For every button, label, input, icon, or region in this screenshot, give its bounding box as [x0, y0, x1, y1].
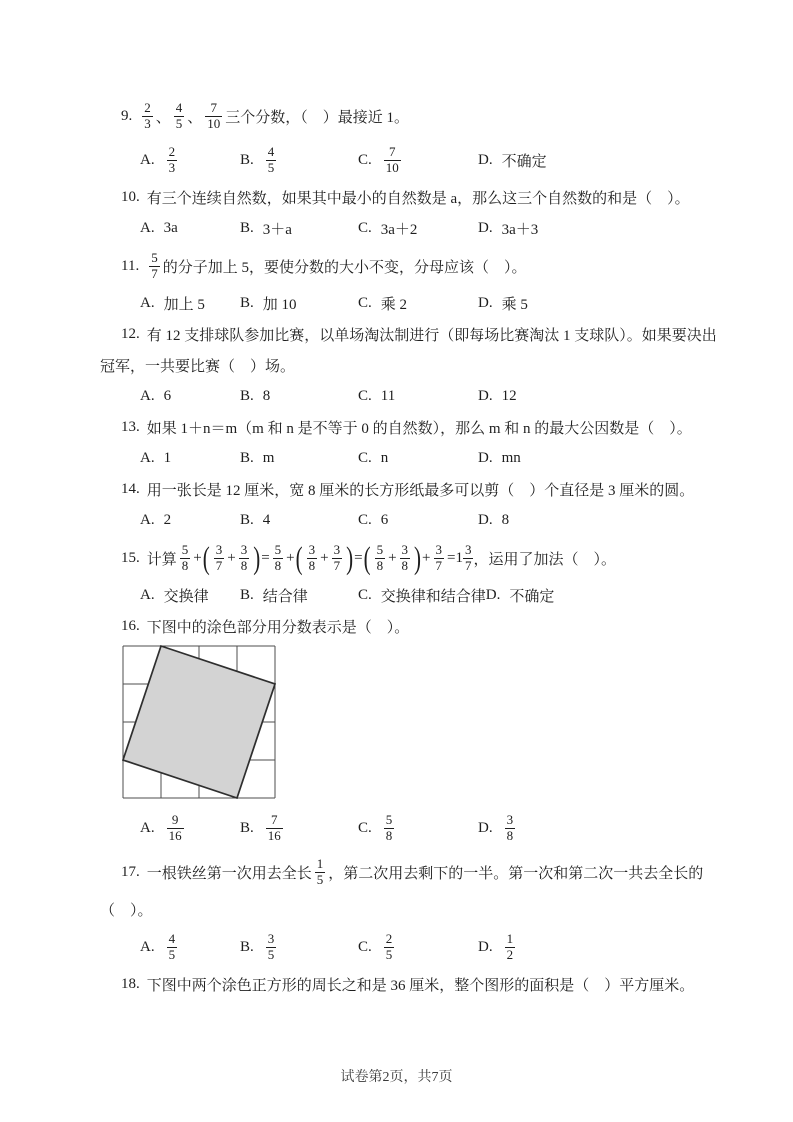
fraction-denominator: 8	[240, 557, 248, 573]
fraction-numerator: 3	[506, 811, 514, 827]
option-B	[240, 381, 358, 412]
text-segment: 用一张长是 12 厘米，宽 8 厘米的长方形纸最多可以剪（ ）个直径是 3 厘米的圆。	[146, 483, 695, 499]
text-segment: 2	[163, 512, 172, 528]
fraction-numerator: 3	[401, 541, 409, 557]
option-A	[140, 925, 240, 969]
fraction	[266, 932, 277, 963]
option-label: B.	[240, 512, 254, 528]
options-row	[140, 443, 700, 474]
fraction-denominator: 10	[385, 159, 399, 175]
fraction-denominator: 7	[151, 265, 158, 281]
fraction-numerator: 7	[210, 99, 218, 115]
fraction	[463, 543, 474, 574]
text-segment: ，运用了加法（ ）。	[473, 551, 616, 568]
option-C	[358, 288, 478, 319]
fraction	[505, 813, 516, 844]
option-D	[486, 580, 700, 611]
option-label: D.	[478, 220, 493, 236]
option-label: D.	[478, 512, 493, 528]
option-D	[478, 443, 700, 474]
question-line-first	[121, 319, 717, 350]
option-B	[240, 288, 358, 319]
fraction-numerator: 2	[385, 930, 393, 946]
fraction-denominator: 8	[376, 557, 384, 573]
option-label: A.	[140, 220, 155, 236]
text-segment: 冠军，一共要比赛（ ）场。	[100, 359, 296, 375]
option-B	[240, 580, 358, 611]
option-C	[358, 381, 478, 412]
option-B	[240, 443, 358, 474]
fraction-denominator: 7	[435, 557, 443, 573]
fraction-numerator: 3	[240, 541, 248, 557]
text-segment: 4	[262, 512, 271, 528]
option-label: A.	[140, 388, 155, 404]
fraction	[174, 101, 185, 132]
text-segment: =	[354, 549, 363, 566]
fraction	[214, 543, 225, 574]
option-label: C.	[358, 938, 372, 955]
options-row	[140, 288, 700, 319]
fraction-denominator: 8	[385, 827, 393, 843]
option-label: D.	[478, 938, 493, 955]
option-A	[140, 213, 240, 244]
fraction-denominator: 8	[401, 557, 409, 573]
options-row	[140, 580, 700, 611]
fraction	[375, 543, 386, 574]
fraction	[307, 543, 318, 574]
option-label: C.	[358, 295, 372, 311]
fraction-denominator: 16	[168, 827, 182, 843]
parenthesis: )	[253, 539, 261, 576]
text-segment: m	[262, 450, 275, 466]
question-line-first	[121, 611, 700, 642]
option-label: D.	[478, 819, 493, 836]
option-label: C.	[358, 450, 372, 466]
text-segment: 8	[501, 512, 510, 528]
text-segment: 3a＋3	[501, 222, 539, 238]
option-label: A.	[140, 587, 155, 603]
fraction-denominator: 5	[175, 115, 183, 131]
parenthesis: )	[414, 539, 422, 576]
fraction-denominator: 3	[144, 115, 151, 131]
fraction	[384, 932, 395, 963]
option-C	[358, 443, 478, 474]
text-segment: ，第二次用去剩下的一半。第一次和第二次一共去全长的	[328, 865, 704, 882]
question-line	[100, 350, 700, 381]
fraction	[167, 145, 178, 176]
text-segment: 如果 1＋n＝m（m 和 n 是不等于 0 的自然数），那么 m 和 n 的最大公因数是（ ）。	[146, 421, 692, 437]
text-segment: 3a	[163, 220, 178, 236]
option-label: D.	[478, 450, 493, 466]
option-C	[358, 580, 486, 611]
question-line-first	[121, 182, 700, 213]
text-segment: 3＋a	[262, 222, 292, 238]
fraction-numerator: 2	[168, 143, 176, 159]
option-label: C.	[358, 151, 372, 168]
option-label: A.	[140, 512, 155, 528]
option-label: B.	[240, 388, 254, 404]
fraction-denominator: 5	[267, 159, 275, 175]
fraction-numerator: 3	[333, 541, 341, 557]
question-line-first	[121, 412, 700, 443]
text-segment: 3a＋2	[380, 222, 418, 238]
question-number: 9.	[121, 107, 133, 124]
fraction-denominator: 7	[464, 557, 472, 573]
option-B	[240, 806, 358, 850]
option-label: C.	[358, 587, 372, 603]
fraction-numerator: 5	[385, 811, 393, 827]
option-label: B.	[240, 295, 254, 311]
question-number: 12.	[121, 326, 140, 342]
text-segment: +	[388, 549, 397, 566]
grid-figure-svg	[122, 645, 276, 799]
fraction-numerator: 7	[271, 811, 278, 827]
question-10	[100, 182, 700, 244]
fraction-denominator: 5	[168, 946, 176, 962]
options-row	[140, 381, 700, 412]
option-D	[478, 381, 700, 412]
option-B	[240, 505, 358, 536]
question-line-first	[121, 969, 700, 1000]
option-label: B.	[240, 450, 254, 466]
options-row	[140, 213, 700, 244]
fraction-denominator: 8	[181, 557, 189, 573]
text-segment: +	[320, 549, 329, 566]
option-label: C.	[358, 388, 372, 404]
option-label: B.	[240, 819, 254, 836]
text-segment: 有 12 支排球队参加比赛，以单场淘汰制进行（即每场比赛淘汰 1 支球队）。如果要决出	[146, 328, 717, 344]
text-segment: 、	[187, 109, 203, 126]
fraction-denominator: 10	[207, 115, 221, 131]
question-line-first	[121, 536, 700, 580]
option-label: B.	[240, 587, 254, 603]
option-A	[140, 138, 240, 182]
fraction	[505, 932, 516, 963]
parenthesis: )	[346, 539, 354, 576]
text-segment: 加 10	[262, 297, 297, 313]
question-number: 18.	[121, 976, 140, 992]
text-segment: 11	[380, 388, 396, 404]
fraction-denominator: 5	[316, 871, 324, 887]
fraction-numerator: 5	[274, 541, 282, 557]
fraction	[384, 813, 395, 844]
fraction	[149, 251, 160, 282]
question-9	[100, 94, 700, 182]
fraction-numerator: 3	[308, 541, 316, 557]
option-label: D.	[478, 295, 493, 311]
fraction-numerator: 4	[175, 99, 183, 115]
text-segment: 的分子加上 5，要使分数的大小不变，分母应该（ ）。	[162, 259, 527, 276]
text-segment: （ ）。	[100, 903, 153, 919]
question-16	[100, 611, 700, 850]
question-number: 10.	[121, 189, 140, 205]
fraction-numerator: 3	[464, 541, 472, 557]
text-segment: =	[261, 549, 270, 566]
option-A	[140, 381, 240, 412]
question-line-first	[121, 94, 700, 138]
fraction-numerator: 5	[151, 249, 158, 265]
option-B	[240, 213, 358, 244]
options-row	[140, 138, 700, 182]
fraction	[434, 543, 445, 574]
text-segment: 、	[155, 109, 171, 126]
fraction-numerator: 3	[267, 930, 275, 946]
fraction-denominator: 7	[333, 557, 341, 573]
fraction-numerator: 3	[435, 541, 443, 557]
option-label: A.	[140, 450, 155, 466]
shaded-square-polygon	[123, 646, 275, 798]
text-segment: 不确定	[501, 153, 547, 170]
parenthesis: (	[363, 539, 371, 576]
options-row	[140, 925, 700, 969]
question-number: 17.	[121, 863, 140, 880]
text-segment: 1	[163, 450, 172, 466]
fraction	[384, 145, 401, 176]
option-label: A.	[140, 151, 155, 168]
text-segment: mn	[501, 450, 521, 466]
question-12	[100, 319, 717, 412]
fraction	[400, 543, 411, 574]
page-footer	[0, 1066, 793, 1086]
question-line-first	[121, 474, 700, 505]
fraction-denominator: 5	[267, 946, 275, 962]
option-label: A.	[140, 819, 155, 836]
mixed-number	[455, 543, 473, 574]
fraction	[332, 543, 343, 574]
option-B	[240, 138, 358, 182]
option-label: B.	[240, 151, 254, 168]
question-number: 16.	[121, 618, 140, 634]
fraction-denominator: 3	[168, 159, 176, 175]
option-label: A.	[140, 938, 155, 955]
option-label: D.	[478, 388, 493, 404]
text-segment: 不确定	[509, 589, 555, 605]
question-number: 14.	[121, 481, 140, 497]
text-segment: n	[380, 450, 389, 466]
question-number: 11.	[121, 257, 140, 274]
question-line-first	[121, 244, 700, 288]
option-D	[478, 505, 700, 536]
fraction-numerator: 1	[506, 930, 514, 946]
parenthesis: (	[295, 539, 303, 576]
fraction	[167, 813, 184, 844]
option-label: C.	[358, 819, 372, 836]
option-label: B.	[240, 220, 254, 236]
questions-container	[100, 94, 717, 1000]
text-segment: 8	[262, 388, 271, 404]
text-segment: 三个分数，（ ）最接近 1。	[225, 109, 410, 126]
text-segment: 交换律	[163, 589, 209, 605]
fraction	[266, 145, 277, 176]
option-A	[140, 443, 240, 474]
fraction-numerator: 7	[389, 143, 396, 159]
fraction	[273, 543, 284, 574]
option-C	[358, 925, 478, 969]
fraction-numerator: 3	[215, 541, 223, 557]
fraction	[205, 101, 222, 132]
text-segment: 12	[501, 388, 517, 404]
fraction-numerator: 1	[316, 855, 324, 871]
option-D	[478, 138, 700, 182]
option-label: C.	[358, 512, 372, 528]
option-D	[478, 925, 700, 969]
text-segment: +	[422, 549, 431, 566]
fraction	[167, 932, 178, 963]
option-C	[358, 806, 478, 850]
fraction-denominator: 8	[308, 557, 316, 573]
text-segment: 乘 5	[501, 297, 528, 313]
fraction	[142, 101, 153, 132]
fraction-numerator: 5	[181, 541, 189, 557]
fraction	[239, 543, 250, 574]
option-label: A.	[140, 295, 155, 311]
text-segment: +	[286, 549, 295, 566]
question-15	[100, 536, 700, 611]
text-segment: 有三个连续自然数，如果其中最小的自然数是 a，那么这三个自然数的和是（ ）。	[146, 191, 690, 207]
shaded-grid-figure	[122, 645, 700, 803]
parenthesis: (	[202, 539, 210, 576]
question-number: 13.	[121, 419, 140, 435]
option-B	[240, 925, 358, 969]
text-segment: 一根铁丝第一次用去全长	[146, 865, 312, 882]
option-C	[358, 505, 478, 536]
option-label: C.	[358, 220, 372, 236]
text-segment: 下图中两个涂色正方形的周长之和是 36 厘米，整个图形的面积是（ ）平方厘米。	[146, 978, 695, 994]
fraction-denominator: 2	[506, 946, 514, 962]
option-C	[358, 213, 478, 244]
text-segment: 结合律	[262, 589, 308, 605]
question-line-first	[121, 850, 704, 894]
text-segment: +	[227, 549, 236, 566]
question-line	[100, 894, 700, 925]
fraction-numerator: 4	[267, 143, 275, 159]
text-segment: 交换律和结合律	[380, 589, 486, 605]
option-label: D.	[478, 151, 493, 168]
fraction-numerator: 9	[171, 811, 179, 827]
text-segment: 6	[163, 388, 172, 404]
fraction-numerator: 2	[144, 99, 151, 115]
text-segment: 加上 5	[163, 297, 205, 313]
text-segment: +	[193, 549, 202, 566]
option-D	[478, 806, 700, 850]
fraction	[315, 857, 326, 888]
question-13	[100, 412, 700, 474]
text-segment: 计算	[146, 551, 177, 568]
question-17	[100, 850, 704, 969]
fraction-denominator: 8	[274, 557, 282, 573]
options-row	[140, 806, 700, 850]
option-A	[140, 288, 240, 319]
fraction	[266, 813, 283, 844]
option-A	[140, 505, 240, 536]
fraction-denominator: 16	[267, 827, 281, 843]
option-D	[478, 288, 700, 319]
fraction-denominator: 5	[385, 946, 393, 962]
footer-text: 试卷第2页，共7页	[340, 1070, 453, 1085]
option-A	[140, 580, 240, 611]
options-row	[140, 505, 700, 536]
option-D	[478, 213, 700, 244]
whole-number: 1	[455, 549, 463, 566]
fraction-numerator: 5	[376, 541, 384, 557]
option-label: D.	[485, 587, 501, 603]
question-14	[100, 474, 700, 536]
option-label: B.	[240, 938, 254, 955]
question-18	[100, 969, 700, 1000]
option-C	[358, 138, 478, 182]
question-number: 15.	[121, 549, 140, 566]
text-segment: 乘 2	[380, 297, 408, 313]
text-segment: 6	[380, 512, 389, 528]
fraction-numerator: 4	[168, 930, 176, 946]
text-segment: 下图中的涂色部分用分数表示是（ ）。	[146, 620, 410, 636]
fraction-denominator: 8	[506, 827, 514, 843]
text-segment: =	[447, 549, 456, 566]
option-A	[140, 806, 240, 850]
fraction-denominator: 7	[215, 557, 223, 573]
fraction	[180, 543, 191, 574]
question-11	[100, 244, 700, 319]
